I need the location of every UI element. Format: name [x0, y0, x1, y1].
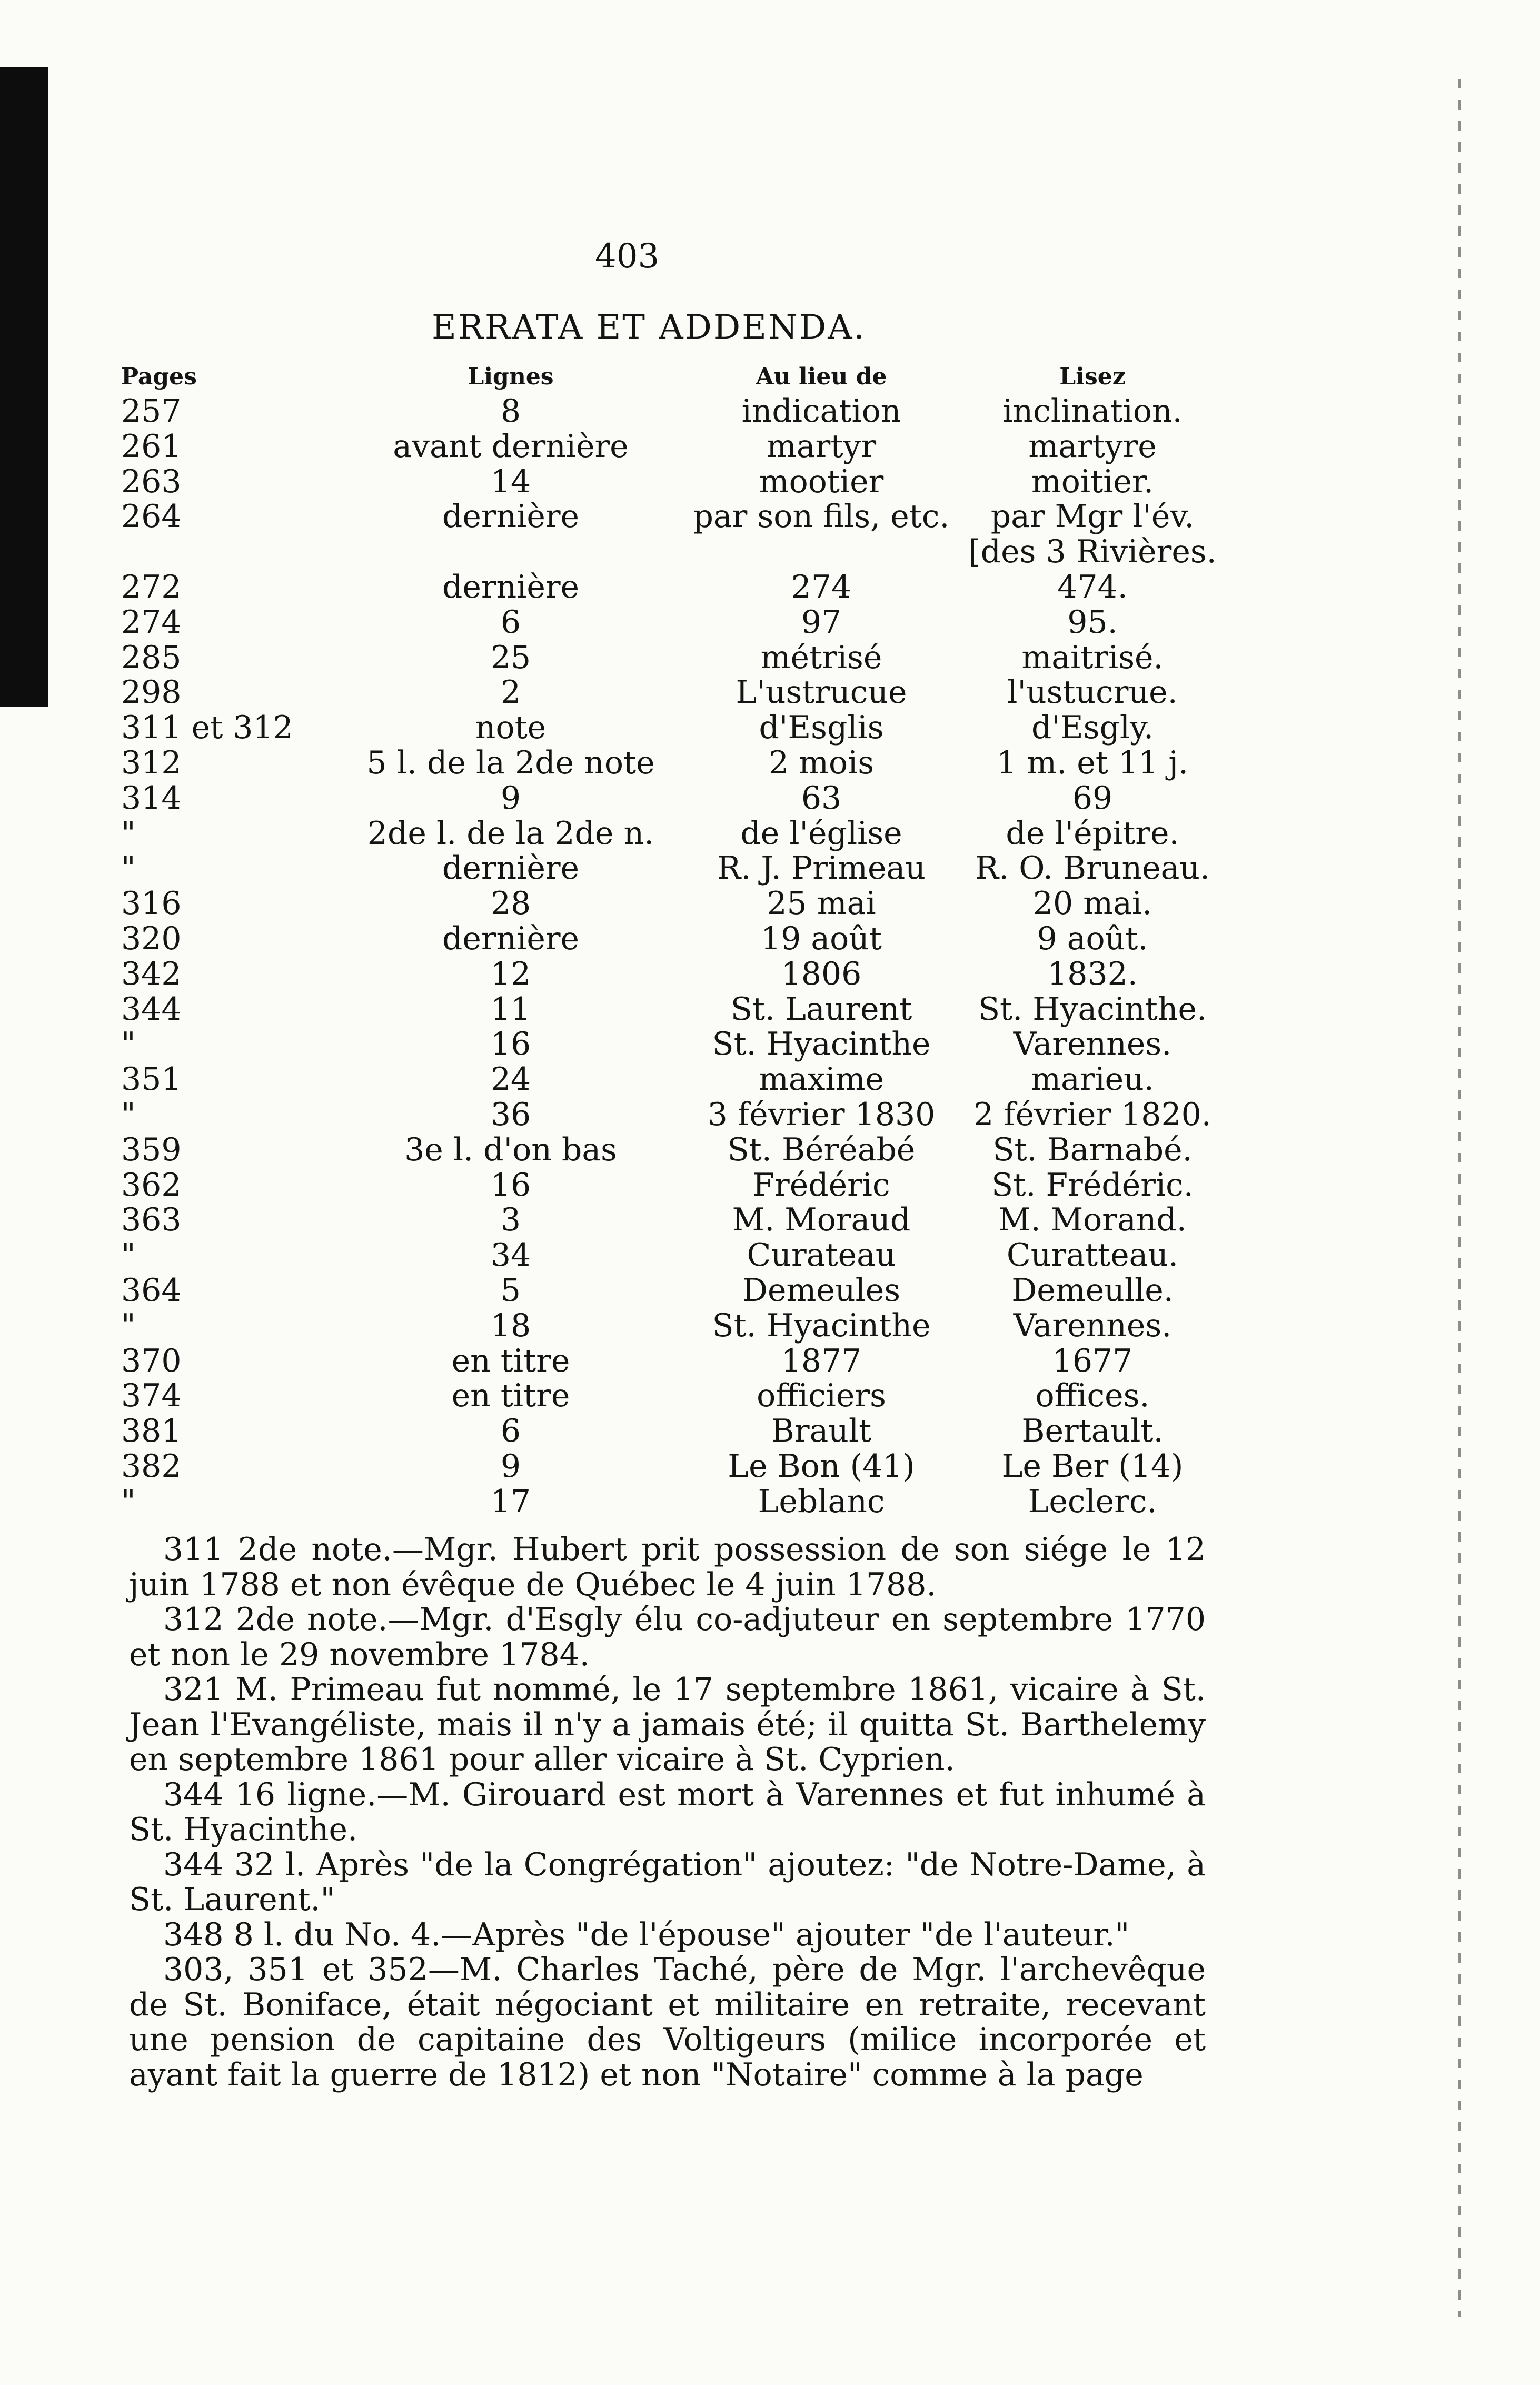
- cell-page: 263: [121, 463, 182, 500]
- cell-instead-of: métrisé: [760, 639, 882, 676]
- cell-read: Bertault.: [1021, 1413, 1164, 1450]
- cell-read: 95.: [1067, 603, 1118, 641]
- cell-instead-of: St. Béréabé: [727, 1131, 916, 1168]
- cell-read: 2 février 1820.: [973, 1096, 1211, 1133]
- cell-page: ": [121, 1237, 136, 1274]
- table-row: [121, 1484, 1206, 1519]
- addenda-note: 344 16 ligne.—M. Girouard est mort à Varennes et fut inhumé à St. Hyacinthe.: [129, 1776, 1206, 1848]
- table-header: [121, 363, 1206, 394]
- table-row: [121, 570, 1206, 605]
- cell-instead-of: Curateau: [747, 1237, 896, 1274]
- cell-read: inclination.: [1002, 393, 1183, 430]
- cell-line: dernière: [442, 920, 580, 957]
- table-row: [121, 1344, 1206, 1379]
- table-row: [121, 1378, 1206, 1414]
- cell-read: de l'épitre.: [1006, 814, 1179, 852]
- cell-read: 1 m. et 11 j.: [996, 744, 1189, 781]
- cell-read: l'ustucrue.: [1007, 674, 1178, 711]
- cell-instead-of: Frédéric: [752, 1166, 890, 1204]
- table-row: [121, 605, 1206, 640]
- cell-line: dernière: [442, 850, 580, 887]
- cell-page: 374: [121, 1377, 182, 1415]
- cell-instead-of: Le Bon (41): [728, 1447, 915, 1485]
- cell-page: ": [121, 1096, 136, 1133]
- cell-page: ": [121, 814, 136, 852]
- page-title: ERRATA ET ADDENDA.: [432, 308, 866, 347]
- cell-page: 342: [121, 955, 182, 992]
- column-header-pages: Pages: [121, 363, 197, 390]
- cell-instead-of: 274: [791, 568, 852, 605]
- table-row: [121, 850, 1210, 887]
- cell-read: Le Ber (14): [1001, 1447, 1184, 1485]
- cell-page: 272: [121, 568, 182, 605]
- cell-instead-of: 63: [801, 779, 842, 817]
- cell-page: 351: [121, 1061, 182, 1098]
- cell-instead-of: 2 mois: [768, 744, 875, 781]
- cell-line: 9: [500, 779, 521, 817]
- cell-instead-of: indication: [741, 393, 901, 430]
- cell-instead-of: officiers: [757, 1377, 886, 1415]
- cell-page: 285: [121, 639, 182, 676]
- cell-read: St. Frédéric.: [991, 1166, 1194, 1204]
- cell-page: 312: [121, 744, 182, 781]
- table-row: [121, 886, 1206, 921]
- table-row: [121, 1414, 1206, 1449]
- cell-page: 359: [121, 1131, 182, 1168]
- table-row: [121, 429, 1206, 464]
- cell-read: martyre: [1028, 428, 1157, 465]
- cell-page: 316: [121, 885, 182, 922]
- cell-line: 18: [490, 1307, 531, 1344]
- table-row: [121, 1273, 1206, 1308]
- cell-line: avant dernière: [393, 428, 629, 465]
- cell-read: Curatteau.: [1006, 1237, 1179, 1274]
- cell-instead-of: St. Hyacinthe: [712, 1026, 931, 1063]
- addenda-note: 348 8 l. du No. 4.—Après "de l'épouse" ajouter "de l'auteur.": [163, 1916, 1130, 1953]
- cell-line: 36: [490, 1096, 531, 1133]
- cell-read: 1832.: [1047, 955, 1138, 992]
- cell-read: maitrisé.: [1021, 639, 1164, 676]
- cell-read: d'Esgly.: [1031, 709, 1154, 747]
- cell-line: 6: [500, 1413, 521, 1450]
- column-header-au-lieu-de: Au lieu de: [756, 363, 887, 390]
- cell-line: 14: [490, 463, 531, 500]
- table-row: [121, 394, 1206, 429]
- cell-read: [des 3 Rivières.: [968, 533, 1217, 571]
- cell-line: 5 l. de la 2de note: [366, 744, 655, 781]
- cell-page: ": [121, 1483, 136, 1520]
- scan-edge-bar: [0, 67, 48, 707]
- table-row: [121, 1449, 1206, 1484]
- cell-instead-of: L'ustrucue: [736, 674, 907, 711]
- cell-line: 17: [490, 1483, 531, 1520]
- addenda-notes: [129, 1532, 1206, 2092]
- cell-page: 257: [121, 393, 182, 430]
- cell-page: ": [121, 1026, 136, 1063]
- cell-instead-of: St. Laurent: [730, 990, 912, 1028]
- cell-line: en titre: [451, 1342, 570, 1379]
- cell-page: 314: [121, 779, 182, 817]
- addenda-note: 344 32 l. Après "de la Congrégation" ajoutez: "de Notre-Dame, à St. Laurent.": [129, 1846, 1206, 1918]
- cell-instead-of: 19 août: [760, 920, 882, 957]
- cell-instead-of: 97: [801, 603, 842, 641]
- table-row: [121, 464, 1206, 500]
- cell-line: 34: [490, 1237, 531, 1274]
- cell-read: 20 mai.: [1032, 885, 1152, 922]
- cell-read: 1677: [1052, 1342, 1133, 1379]
- cell-page: 320: [121, 920, 182, 957]
- table-row: [121, 921, 1206, 957]
- table-row: [121, 640, 1206, 675]
- cell-line: 2: [500, 674, 521, 711]
- cell-page: 261: [121, 428, 182, 465]
- addenda-note: 311 2de note.—Mgr. Hubert prit possession de son siége le 12 juin 1788 et non évêque de Québec le 4 juin 1788.: [129, 1531, 1206, 1603]
- cell-line: 3: [500, 1201, 521, 1239]
- cell-instead-of: 1806: [781, 955, 862, 992]
- table-row: [121, 1132, 1206, 1168]
- cell-instead-of: 1877: [781, 1342, 862, 1379]
- cell-page: 298: [121, 674, 182, 711]
- cell-read: St. Barnabé.: [992, 1131, 1193, 1168]
- cell-line: 11: [490, 990, 531, 1028]
- cell-read: marieu.: [1031, 1061, 1154, 1098]
- table-row: [121, 1168, 1206, 1203]
- cell-line: 28: [490, 885, 531, 922]
- cell-line: 24: [490, 1061, 531, 1098]
- cell-instead-of: R. J. Primeau: [717, 850, 926, 887]
- table-row: [121, 533, 1217, 571]
- cell-line: dernière: [442, 568, 580, 605]
- cell-read: M. Morand.: [998, 1201, 1187, 1239]
- table-row: [121, 1096, 1211, 1133]
- cell-page: 311 et 312: [121, 709, 293, 747]
- addenda-note: 303, 351 et 352—M. Charles Taché, père de Mgr. l'archevêque de St. Boniface, était négociant et militaire en retraite, recevant une pension de capitaine des Voltigeurs (milice incorporée et ayant fait la guerre de 1812) et non "Notaire" comme à la page: [129, 1951, 1206, 2093]
- cell-instead-of: d'Esglis: [759, 709, 884, 747]
- cell-line: 5: [500, 1271, 521, 1309]
- cell-line: 16: [490, 1166, 531, 1204]
- cell-instead-of: martyr: [766, 428, 877, 465]
- cell-page: 362: [121, 1166, 182, 1204]
- cell-instead-of: Leblanc: [758, 1483, 885, 1520]
- table-row: [121, 1308, 1206, 1344]
- cell-page: 382: [121, 1447, 182, 1485]
- cell-read: moitier.: [1031, 463, 1154, 500]
- table-row: [121, 1062, 1206, 1097]
- cell-page: 364: [121, 1271, 182, 1309]
- column-header-lignes: Lignes: [468, 363, 554, 390]
- cell-instead-of: M. Moraud: [732, 1201, 911, 1239]
- cell-line: 3e l. d'on bas: [404, 1131, 617, 1168]
- cell-line: note: [475, 709, 547, 747]
- cell-line: dernière: [442, 498, 580, 535]
- table-row: [121, 957, 1206, 992]
- cell-page: ": [121, 850, 136, 887]
- table-row: [121, 781, 1206, 816]
- cell-line: 12: [490, 955, 531, 992]
- cell-instead-of: Demeules: [742, 1271, 901, 1309]
- cell-line: en titre: [451, 1377, 570, 1415]
- cell-page: 274: [121, 603, 182, 641]
- cell-line: 16: [490, 1026, 531, 1063]
- cell-page: ": [121, 1307, 136, 1344]
- table-row: [121, 710, 1206, 746]
- cell-read: 9 août.: [1037, 920, 1148, 957]
- cell-line: 8: [500, 393, 521, 430]
- table-row: [121, 746, 1206, 781]
- cell-line: 25: [490, 639, 531, 676]
- cell-read: 474.: [1057, 568, 1128, 605]
- addenda-note: 312 2de note.—Mgr. d'Esgly élu co-adjuteur en septembre 1770 et non le 29 novembre 1784.: [129, 1601, 1206, 1673]
- page-number: 403: [595, 237, 660, 276]
- cell-instead-of: par son fils, etc.: [693, 498, 950, 535]
- cell-page: 381: [121, 1413, 182, 1450]
- cell-instead-of: St. Hyacinthe: [712, 1307, 931, 1344]
- cell-instead-of: maxime: [758, 1061, 885, 1098]
- cell-read: R. O. Bruneau.: [975, 850, 1210, 887]
- cell-read: Varennes.: [1013, 1026, 1172, 1063]
- table-row: [121, 675, 1206, 710]
- cell-page: 344: [121, 990, 182, 1028]
- cell-instead-of: de l'église: [740, 814, 902, 852]
- table-row: [121, 1203, 1206, 1238]
- cell-read: 69: [1072, 779, 1113, 817]
- cell-read: Leclerc.: [1028, 1483, 1157, 1520]
- cell-line: 9: [500, 1447, 521, 1485]
- table-row: [121, 992, 1206, 1027]
- column-header-lisez: Lisez: [1059, 363, 1126, 390]
- cell-line: 6: [500, 603, 521, 641]
- cell-read: offices.: [1035, 1377, 1150, 1415]
- cell-read: Demeulle.: [1011, 1271, 1174, 1309]
- cell-line: 2de l. de la 2de n.: [367, 814, 654, 852]
- table-row: [121, 499, 1206, 534]
- cell-instead-of: 25 mai: [767, 885, 876, 922]
- table-row: [121, 816, 1206, 851]
- cell-read: par Mgr l'év.: [990, 498, 1195, 535]
- addenda-note: 321 M. Primeau fut nommé, le 17 septembre 1861, vicaire à St. Jean l'Evangéliste, mais il n'y a jamais été; il quitta St. Barthelemy en septembre 1861 pour aller vicaire à St. Cyprien.: [129, 1671, 1206, 1778]
- cell-read: St. Hyacinthe.: [978, 990, 1207, 1028]
- cell-instead-of: 3 février 1830: [707, 1096, 936, 1133]
- cell-page: 264: [121, 498, 182, 535]
- table-row: [121, 1238, 1206, 1273]
- scan-edge-marks: [1458, 79, 1461, 2317]
- cell-read: Varennes.: [1013, 1307, 1172, 1344]
- cell-page: 363: [121, 1201, 182, 1239]
- table-row: [121, 1027, 1206, 1062]
- errata-table: [121, 363, 1217, 1520]
- cell-instead-of: mootier: [759, 463, 884, 500]
- cell-page: 370: [121, 1342, 182, 1379]
- cell-instead-of: Brault: [771, 1413, 872, 1450]
